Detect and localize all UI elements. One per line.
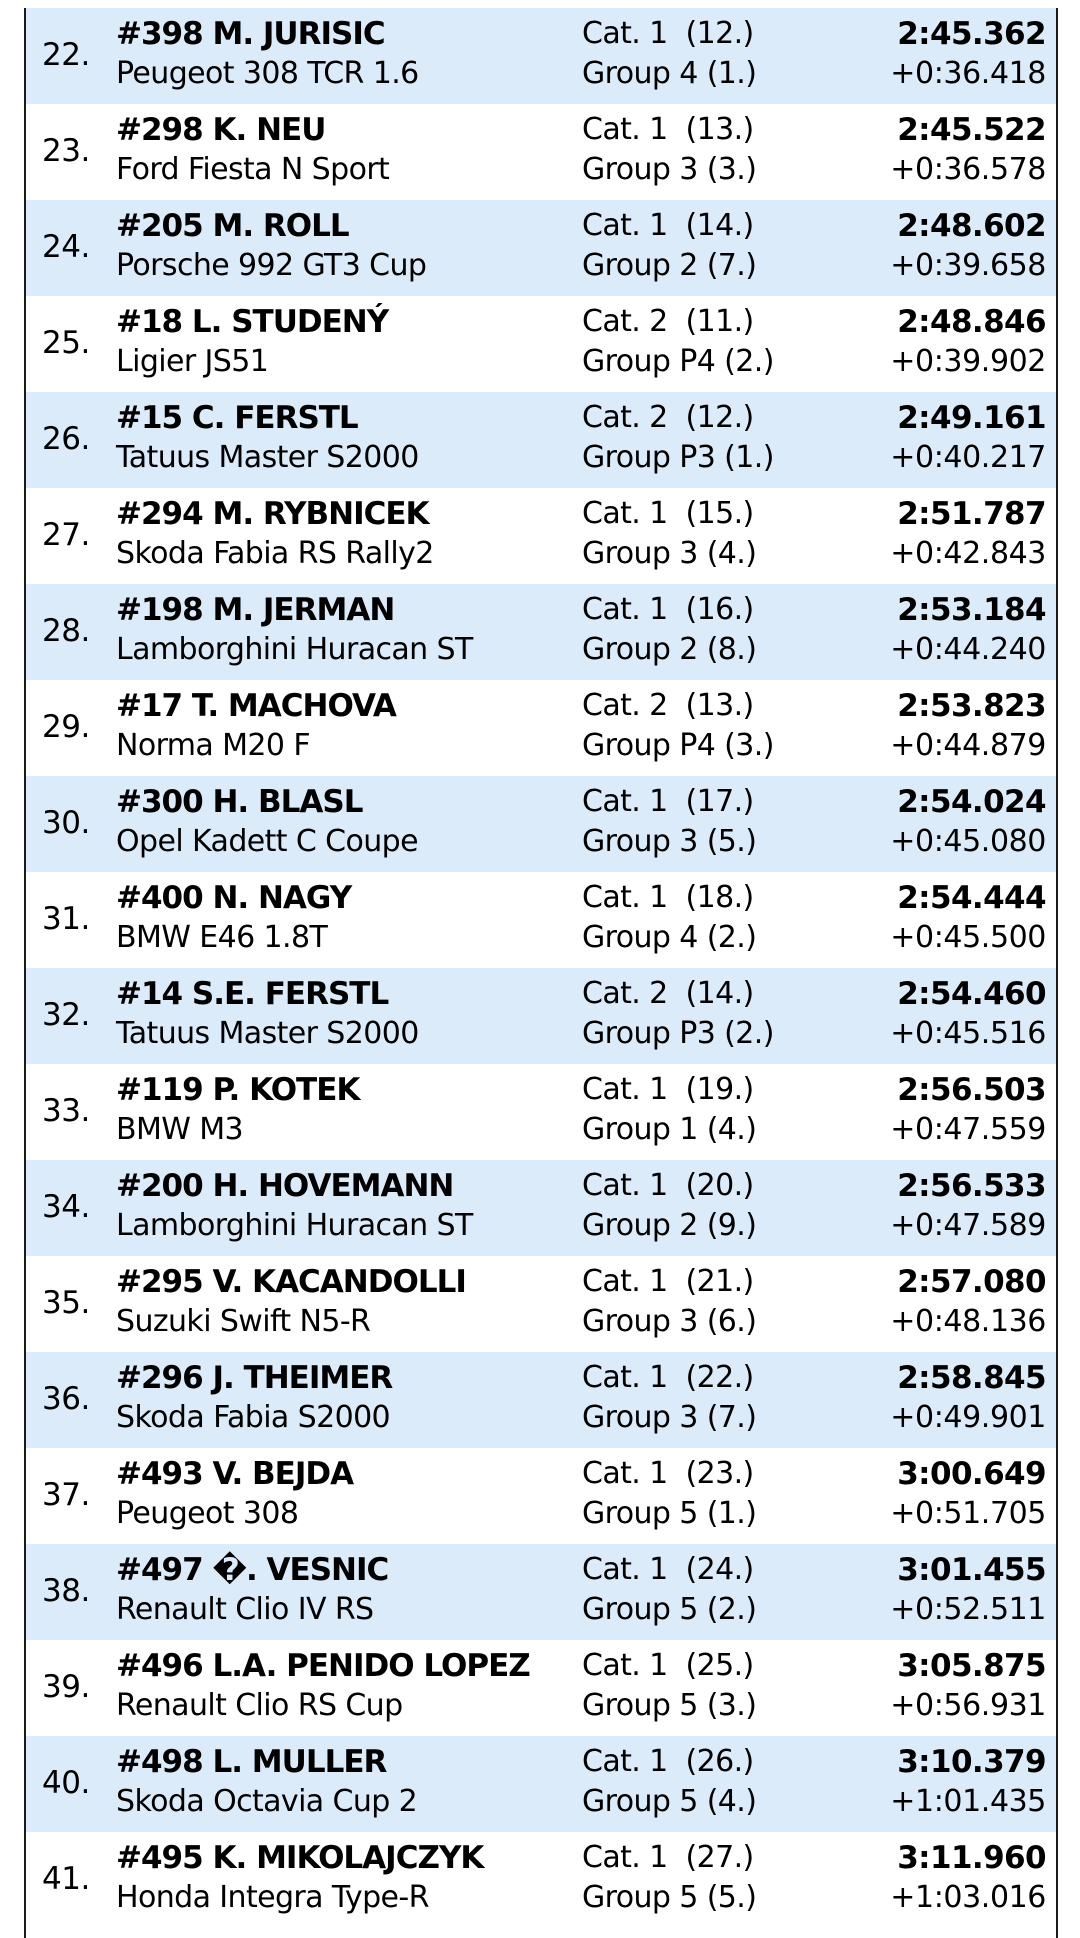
driver-name: #294 M. RYBNICEK bbox=[116, 496, 429, 532]
car-model: Peugeot 308 bbox=[116, 1496, 299, 1531]
time-gap: +0:45.500 bbox=[890, 920, 1046, 955]
position: 30. bbox=[42, 805, 90, 841]
finish-time: 3:10.379 bbox=[897, 1744, 1046, 1780]
category-rank: Cat. 1 (26.) bbox=[582, 1744, 754, 1779]
driver-name: #300 H. BLASL bbox=[116, 784, 363, 820]
car-model: Opel Kadett C Coupe bbox=[116, 824, 418, 859]
driver-name: #296 J. THEIMER bbox=[116, 1360, 393, 1396]
driver-name: #295 V. KACANDOLLI bbox=[116, 1264, 466, 1300]
position: 27. bbox=[42, 517, 90, 553]
position: 31. bbox=[42, 901, 90, 937]
category-rank: Cat. 1 (21.) bbox=[582, 1264, 754, 1299]
result-row bbox=[26, 872, 1056, 968]
result-row bbox=[26, 1640, 1056, 1736]
category-rank: Cat. 1 (17.) bbox=[582, 784, 754, 819]
car-model: Suzuki Swift N5-R bbox=[116, 1304, 371, 1339]
category-rank: Cat. 1 (20.) bbox=[582, 1168, 754, 1203]
group-rank: Group 3 (4.) bbox=[582, 536, 757, 571]
finish-time: 2:53.184 bbox=[897, 592, 1046, 628]
driver-name: #493 V. BEJDA bbox=[116, 1456, 354, 1492]
driver-name: #400 N. NAGY bbox=[116, 880, 352, 916]
group-rank: Group 3 (6.) bbox=[582, 1304, 757, 1339]
group-rank: Group 4 (1.) bbox=[582, 56, 757, 91]
driver-name: #119 P. KOTEK bbox=[116, 1072, 360, 1108]
finish-time: 2:48.602 bbox=[897, 208, 1046, 244]
result-row bbox=[26, 1160, 1056, 1256]
position: 32. bbox=[42, 997, 90, 1033]
position: 34. bbox=[42, 1189, 90, 1225]
time-gap: +1:03.016 bbox=[890, 1880, 1046, 1915]
category-rank: Cat. 1 (18.) bbox=[582, 880, 754, 915]
driver-name: #205 M. ROLL bbox=[116, 208, 349, 244]
finish-time: 2:53.823 bbox=[897, 688, 1046, 724]
car-model: Renault Clio RS Cup bbox=[116, 1688, 403, 1723]
time-gap: +0:47.559 bbox=[890, 1112, 1046, 1147]
driver-name: #14 S.E. FERSTL bbox=[116, 976, 389, 1012]
result-row bbox=[26, 296, 1056, 392]
group-rank: Group 3 (3.) bbox=[582, 152, 757, 187]
driver-name: #200 H. HOVEMANN bbox=[116, 1168, 454, 1204]
car-model: Porsche 992 GT3 Cup bbox=[116, 248, 427, 283]
finish-time: 3:00.649 bbox=[897, 1456, 1046, 1492]
result-row bbox=[26, 1064, 1056, 1160]
driver-name: #298 K. NEU bbox=[116, 112, 326, 148]
position: 37. bbox=[42, 1477, 90, 1513]
group-rank: Group 3 (5.) bbox=[582, 824, 757, 859]
car-model: Renault Clio IV RS bbox=[116, 1592, 374, 1627]
car-model: Tatuus Master S2000 bbox=[116, 1016, 419, 1051]
car-model: Norma M20 F bbox=[116, 728, 310, 763]
group-rank: Group 5 (2.) bbox=[582, 1592, 757, 1627]
position: 35. bbox=[42, 1285, 90, 1321]
position: 28. bbox=[42, 613, 90, 649]
position: 24. bbox=[42, 229, 90, 265]
group-rank: Group 2 (9.) bbox=[582, 1208, 757, 1243]
category-rank: Cat. 1 (14.) bbox=[582, 208, 754, 243]
time-gap: +0:42.843 bbox=[890, 536, 1046, 571]
time-gap: +0:39.658 bbox=[890, 248, 1046, 283]
finish-time: 2:49.161 bbox=[897, 400, 1046, 436]
result-row bbox=[26, 1544, 1056, 1640]
category-rank: Cat. 1 (16.) bbox=[582, 592, 754, 627]
time-gap: +0:36.418 bbox=[890, 56, 1046, 91]
category-rank: Cat. 1 (13.) bbox=[582, 112, 754, 147]
result-row bbox=[26, 8, 1056, 104]
car-model: Ligier JS51 bbox=[116, 344, 269, 379]
group-rank: Group 5 (4.) bbox=[582, 1784, 757, 1819]
time-gap: +0:51.705 bbox=[890, 1496, 1046, 1531]
time-gap: +0:52.511 bbox=[890, 1592, 1046, 1627]
category-rank: Cat. 1 (22.) bbox=[582, 1360, 754, 1395]
position: 39. bbox=[42, 1669, 90, 1705]
group-rank: Group P4 (2.) bbox=[582, 344, 774, 379]
time-gap: +0:44.879 bbox=[890, 728, 1046, 763]
time-gap: +0:40.217 bbox=[890, 440, 1046, 475]
result-row bbox=[26, 488, 1056, 584]
category-rank: Cat. 1 (15.) bbox=[582, 496, 754, 531]
result-row bbox=[26, 584, 1056, 680]
car-model: Tatuus Master S2000 bbox=[116, 440, 419, 475]
finish-time: 3:11.960 bbox=[897, 1840, 1046, 1876]
time-gap: +0:39.902 bbox=[890, 344, 1046, 379]
group-rank: Group 4 (2.) bbox=[582, 920, 757, 955]
group-rank: Group P4 (3.) bbox=[582, 728, 774, 763]
time-gap: +0:47.589 bbox=[890, 1208, 1046, 1243]
time-gap: +0:36.578 bbox=[890, 152, 1046, 187]
driver-name: #15 C. FERSTL bbox=[116, 400, 358, 436]
position: 29. bbox=[42, 709, 90, 745]
result-row bbox=[26, 1352, 1056, 1448]
car-model: Honda Integra Type-R bbox=[116, 1880, 429, 1915]
result-row bbox=[26, 1256, 1056, 1352]
group-rank: Group 2 (8.) bbox=[582, 632, 757, 667]
result-row bbox=[26, 1736, 1056, 1832]
result-row bbox=[26, 680, 1056, 776]
car-model: Lamborghini Huracan ST bbox=[116, 632, 473, 667]
group-rank: Group 1 (4.) bbox=[582, 1112, 757, 1147]
finish-time: 2:45.522 bbox=[897, 112, 1046, 148]
position: 36. bbox=[42, 1381, 90, 1417]
category-rank: Cat. 1 (23.) bbox=[582, 1456, 754, 1491]
driver-name: #198 M. JERMAN bbox=[116, 592, 395, 628]
driver-name: #398 M. JURISIC bbox=[116, 16, 385, 52]
car-model: BMW E46 1.8T bbox=[116, 920, 328, 955]
position: 41. bbox=[42, 1861, 90, 1897]
finish-time: 2:56.503 bbox=[897, 1072, 1046, 1108]
driver-name: #495 K. MIKOLAJCZYK bbox=[116, 1840, 484, 1876]
finish-time: 2:54.024 bbox=[897, 784, 1046, 820]
category-rank: Cat. 1 (25.) bbox=[582, 1648, 754, 1683]
car-model: Skoda Fabia S2000 bbox=[116, 1400, 391, 1435]
driver-name: #497 �. VESNIC bbox=[116, 1552, 389, 1588]
position: 23. bbox=[42, 133, 90, 169]
group-rank: Group P3 (1.) bbox=[582, 440, 774, 475]
group-rank: Group 2 (7.) bbox=[582, 248, 757, 283]
group-rank: Group 3 (7.) bbox=[582, 1400, 757, 1435]
time-gap: +0:49.901 bbox=[890, 1400, 1046, 1435]
time-gap: +0:45.516 bbox=[890, 1016, 1046, 1051]
category-rank: Cat. 2 (13.) bbox=[582, 688, 754, 723]
finish-time: 2:58.845 bbox=[897, 1360, 1046, 1396]
finish-time: 2:48.846 bbox=[897, 304, 1046, 340]
category-rank: Cat. 2 (11.) bbox=[582, 304, 754, 339]
position: 22. bbox=[42, 37, 90, 73]
result-row bbox=[26, 1832, 1056, 1928]
driver-name: #496 L.A. PENIDO LOPEZ bbox=[116, 1648, 530, 1684]
finish-time: 2:57.080 bbox=[897, 1264, 1046, 1300]
group-rank: Group P3 (2.) bbox=[582, 1016, 774, 1051]
category-rank: Cat. 1 (27.) bbox=[582, 1840, 754, 1875]
category-rank: Cat. 1 (12.) bbox=[582, 16, 754, 51]
category-rank: Cat. 1 (24.) bbox=[582, 1552, 754, 1587]
car-model: Skoda Fabia RS Rally2 bbox=[116, 536, 434, 571]
car-model: Skoda Octavia Cup 2 bbox=[116, 1784, 418, 1819]
finish-time: 3:01.455 bbox=[897, 1552, 1046, 1588]
time-gap: +0:44.240 bbox=[890, 632, 1046, 667]
category-rank: Cat. 2 (14.) bbox=[582, 976, 754, 1011]
car-model: Peugeot 308 TCR 1.6 bbox=[116, 56, 419, 91]
position: 38. bbox=[42, 1573, 90, 1609]
result-row bbox=[26, 1448, 1056, 1544]
finish-time: 2:54.444 bbox=[897, 880, 1046, 916]
category-rank: Cat. 2 (12.) bbox=[582, 400, 754, 435]
finish-time: 2:54.460 bbox=[897, 976, 1046, 1012]
time-gap: +1:01.435 bbox=[890, 1784, 1046, 1819]
result-row bbox=[26, 200, 1056, 296]
result-row bbox=[26, 776, 1056, 872]
finish-time: 2:56.533 bbox=[897, 1168, 1046, 1204]
position: 40. bbox=[42, 1765, 90, 1801]
driver-name: #18 L. STUDENÝ bbox=[116, 304, 389, 340]
time-gap: +0:45.080 bbox=[890, 824, 1046, 859]
group-rank: Group 5 (1.) bbox=[582, 1496, 757, 1531]
position: 26. bbox=[42, 421, 90, 457]
driver-name: #498 L. MULLER bbox=[116, 1744, 387, 1780]
result-row bbox=[26, 968, 1056, 1064]
results-table bbox=[26, 8, 1056, 1928]
finish-time: 2:51.787 bbox=[897, 496, 1046, 532]
car-model: Lamborghini Huracan ST bbox=[116, 1208, 473, 1243]
group-rank: Group 5 (5.) bbox=[582, 1880, 757, 1915]
finish-time: 3:05.875 bbox=[897, 1648, 1046, 1684]
position: 25. bbox=[42, 325, 90, 361]
car-model: BMW M3 bbox=[116, 1112, 244, 1147]
finish-time: 2:45.362 bbox=[897, 16, 1046, 52]
car-model: Ford Fiesta N Sport bbox=[116, 152, 390, 187]
result-row bbox=[26, 104, 1056, 200]
driver-name: #17 T. MACHOVA bbox=[116, 688, 396, 724]
position: 33. bbox=[42, 1093, 90, 1129]
result-row bbox=[26, 392, 1056, 488]
group-rank: Group 5 (3.) bbox=[582, 1688, 757, 1723]
time-gap: +0:48.136 bbox=[890, 1304, 1046, 1339]
category-rank: Cat. 1 (19.) bbox=[582, 1072, 754, 1107]
time-gap: +0:56.931 bbox=[890, 1688, 1046, 1723]
